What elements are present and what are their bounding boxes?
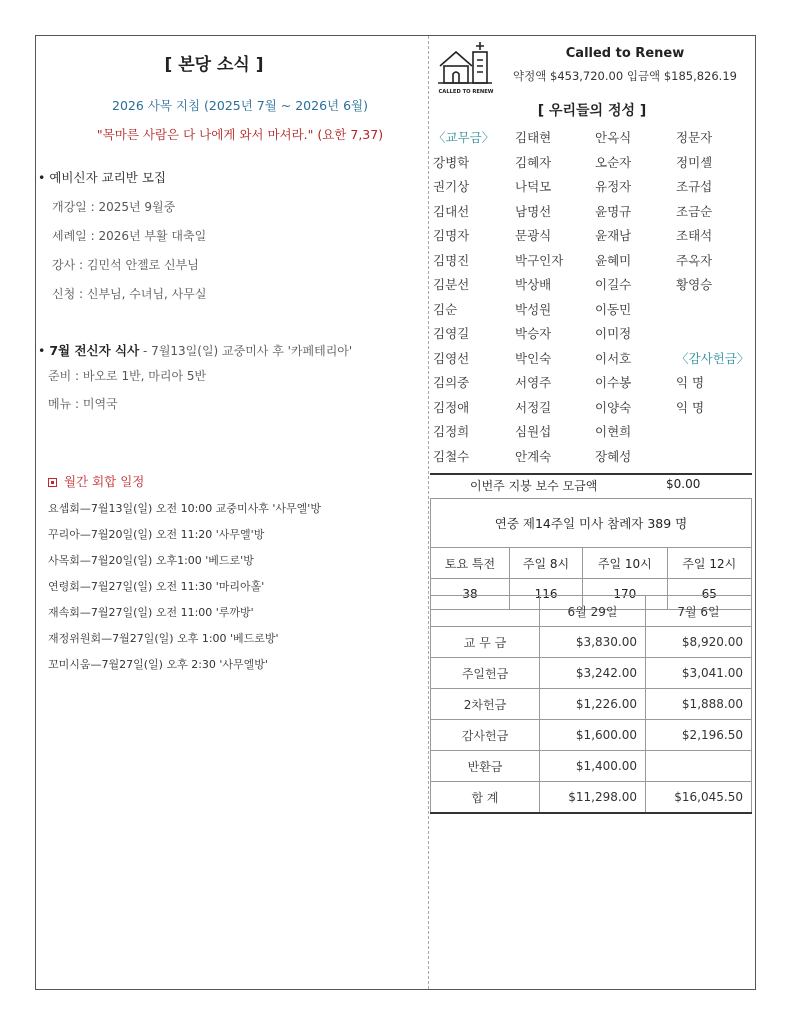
donor-name: 김명자	[433, 228, 470, 243]
mass-header: 토요 특전	[431, 548, 510, 579]
schedule-heading	[48, 472, 144, 490]
donor-name: 김정애	[433, 399, 470, 415]
meal-line: 준비 : 바오로 1반, 마리아 5반	[48, 369, 207, 383]
donor-name: 윤혜미	[595, 252, 632, 268]
bullet-icon: •	[38, 170, 46, 185]
money-label: 반환금	[431, 751, 540, 782]
roof-fund-value: $0.00	[666, 477, 701, 491]
offering-totals-table	[430, 595, 752, 814]
pledge-value: $453,720.00	[550, 69, 624, 83]
donor-name: 심원섭	[515, 424, 552, 439]
donor-name: 김명진	[433, 252, 470, 268]
donor-name: 김영선	[433, 350, 470, 366]
money-row	[431, 751, 752, 782]
mass-count: 65	[667, 579, 751, 610]
money-amount: $3,041.00	[646, 658, 752, 689]
donor-name: 익 명	[676, 399, 705, 415]
money-amount: $3,242.00	[540, 658, 646, 689]
square-bullet-icon	[48, 478, 57, 487]
donor-row	[433, 251, 753, 276]
donor-name: 이현희	[595, 424, 632, 439]
donor-row	[433, 128, 753, 153]
mass-header: 주일 10시	[583, 548, 667, 579]
donor-name: 이길수	[595, 277, 632, 292]
money-row	[431, 658, 752, 689]
donor-name: 서정길	[515, 399, 552, 415]
donor-name: 권기상	[433, 179, 470, 194]
donor-row	[433, 349, 753, 374]
donor-name: 박구인자	[515, 252, 564, 268]
money-label: 감사헌금	[431, 720, 540, 751]
schedule-item: 재속회—7월27일(일) 오전 11:00 '루까방'	[48, 606, 254, 619]
parish-news-title: [ 본당 소식 ]	[164, 55, 264, 75]
schedule-item: 꼬미시움—7월27일(일) 오후 2:30 '사무엘방'	[48, 658, 268, 671]
money-amount: $1,226.00	[540, 689, 646, 720]
donor-name: 나덕모	[515, 179, 552, 194]
donor-row	[433, 226, 753, 251]
money-amount: $3,830.00	[540, 627, 646, 658]
roof-rule	[430, 473, 752, 475]
schedule-item: 사목회—7월20일(일) 오후1:00 '베드로'방	[48, 554, 254, 567]
donor-names-grid	[433, 128, 753, 471]
money-label: 주일헌금	[431, 658, 540, 689]
donor-name: 김대선	[433, 203, 470, 219]
campaign-amounts	[500, 68, 750, 84]
paid-value: $185,826.19	[663, 69, 737, 83]
donor-row	[433, 275, 753, 300]
roof-fund-label: 이번주 지붕 보수 모금액	[470, 479, 598, 493]
donor-row	[433, 324, 753, 349]
money-amount: $1,888.00	[646, 689, 752, 720]
donor-row	[433, 422, 753, 447]
money-amount: $1,600.00	[540, 720, 646, 751]
money-amount: $16,045.50	[646, 782, 752, 814]
money-label: 교 무 금	[431, 627, 540, 658]
money-header: 6월 29일	[540, 596, 646, 627]
catechumen-line: 개강일 : 2025년 9월중	[52, 200, 176, 214]
meal-line: 메뉴 : 미역국	[48, 397, 118, 411]
mass-title: 연중 제14주일 미사 참례자 389 명	[431, 499, 752, 548]
catechumen-line: 세례일 : 2026년 부활 대축일	[52, 229, 207, 243]
donor-name: 윤명규	[595, 203, 632, 219]
donor-name: 이서호	[595, 350, 632, 366]
money-row	[431, 689, 752, 720]
donor-name: 이수봉	[595, 375, 632, 390]
mass-count: 116	[509, 579, 582, 610]
donor-name: 박인숙	[515, 350, 552, 366]
donor-name: 이미정	[595, 326, 632, 341]
scripture-quote: "목마른 사람은 다 나에게 와서 마셔라." (요한 7,37)	[96, 127, 384, 142]
schedule-heading-text: 월간 회합 일정	[63, 474, 145, 489]
money-header: 7월 6일	[646, 596, 752, 627]
donor-row	[433, 153, 753, 178]
bullet-icon: •	[38, 343, 46, 358]
donor-name: 서영주	[515, 375, 552, 390]
money-amount: $1,400.00	[540, 751, 646, 782]
donor-name: 김태현	[515, 130, 552, 145]
mass-count: 38	[431, 579, 510, 610]
called-to-renew-logo	[436, 40, 496, 96]
catechumen-line: 신청 : 신부님, 수녀님, 사무실	[52, 287, 207, 301]
catechumen-heading	[38, 168, 166, 186]
donor-name: 〈교무금〉	[433, 130, 495, 145]
donor-name: 박승자	[515, 326, 552, 341]
donor-name: 김혜자	[515, 154, 552, 170]
mass-attendance-table	[430, 498, 752, 610]
donor-row	[433, 177, 753, 202]
svg-text:CALLED TO RENEW: CALLED TO RENEW	[438, 89, 494, 95]
donor-name: 익 명	[676, 375, 705, 390]
donor-name: 조금순	[676, 203, 713, 219]
mass-header: 주일 12시	[667, 548, 751, 579]
mass-count: 170	[583, 579, 667, 610]
donor-row	[433, 300, 753, 325]
catechumen-line: 강사 : 김민석 안젤로 신부님	[52, 258, 199, 272]
donor-name: 유정자	[595, 179, 632, 194]
money-amount: $8,920.00	[646, 627, 752, 658]
donor-row	[433, 202, 753, 227]
schedule-item: 재정위원회—7월27일(일) 오후 1:00 '베드로방'	[48, 632, 279, 645]
donor-name: 남명선	[515, 203, 552, 219]
money-row	[431, 720, 752, 751]
donor-name: 이동민	[595, 301, 632, 317]
schedule-item: 연령회—7월27일(일) 오전 11:30 '마리아홀'	[48, 580, 265, 593]
donor-name: 김순	[433, 301, 458, 317]
catechumen-heading-text: 예비신자 교리반 모집	[49, 170, 166, 185]
donor-name: 이양숙	[595, 399, 632, 415]
meal-heading-detail: - 7월13일(일) 교중미사 후 '카페테리아'	[139, 344, 353, 358]
called-to-renew-title: Called to Renew	[565, 46, 685, 61]
donor-name: 주옥자	[676, 252, 713, 268]
column-divider	[428, 36, 429, 989]
donor-row	[433, 398, 753, 423]
donor-name: 문광식	[515, 228, 552, 243]
money-header	[431, 596, 540, 627]
money-row	[431, 627, 752, 658]
donor-name: 정미셸	[676, 154, 713, 170]
schedule-item: 요셉회—7월13일(일) 오전 10:00 교중미사후 '사무엘'방	[48, 502, 321, 515]
pledge-label: 약정액	[513, 69, 547, 83]
money-amount	[646, 751, 752, 782]
money-amount: $2,196.50	[646, 720, 752, 751]
donor-name: 윤재남	[595, 228, 632, 243]
donor-name: 황영승	[676, 277, 713, 292]
donor-name: 김의중	[433, 375, 470, 390]
meal-heading-bold: 7월 전신자 식사	[49, 343, 140, 358]
donor-name: 박성원	[515, 301, 552, 317]
church-icon	[436, 40, 496, 96]
donor-row	[433, 373, 753, 398]
donor-name: 김영길	[433, 326, 470, 341]
donor-name: 조태석	[676, 228, 713, 243]
donor-name: 강병학	[433, 154, 470, 170]
schedule-item: 꾸리아—7월20일(일) 오전 11:20 '사무엘'방	[48, 528, 265, 541]
donor-name: 〈감사헌금〉	[676, 350, 750, 366]
donor-name: 장혜성	[595, 448, 632, 464]
donor-name: 조규섭	[676, 179, 713, 194]
offerings-title: [ 우리들의 정성 ]	[537, 103, 647, 119]
money-row	[431, 782, 752, 814]
money-label: 합 계	[431, 782, 540, 814]
paid-label: 입금액	[626, 69, 661, 83]
donor-name: 오순자	[595, 154, 632, 170]
meal-heading	[38, 341, 352, 359]
donor-name: 김분선	[433, 277, 470, 292]
donor-name: 박상배	[515, 277, 552, 292]
donor-name: 김철수	[433, 448, 470, 464]
donor-name: 안계숙	[515, 448, 552, 464]
money-label: 2차헌금	[431, 689, 540, 720]
donor-row	[433, 447, 753, 472]
mass-header: 주일 8시	[509, 548, 582, 579]
donor-name: 정문자	[676, 130, 713, 145]
money-amount: $11,298.00	[540, 782, 646, 814]
donor-name: 안옥식	[595, 130, 632, 145]
donor-name: 김정희	[433, 424, 470, 439]
pastoral-guideline: 2026 사목 지침 (2025년 7월 ~ 2026년 6월)	[112, 98, 368, 113]
